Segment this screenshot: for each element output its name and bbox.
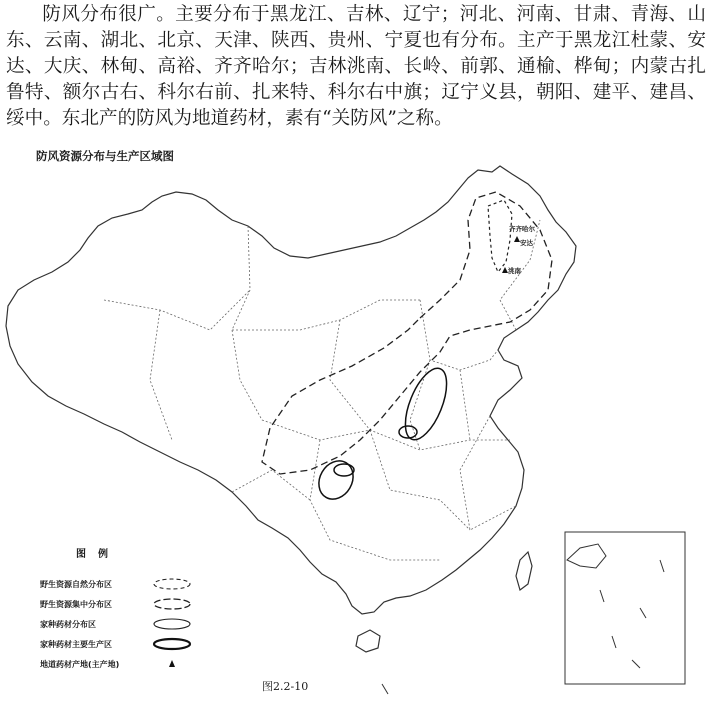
inset-dash xyxy=(640,608,646,618)
province-border xyxy=(262,420,510,450)
inset-dash xyxy=(612,636,616,648)
province-border xyxy=(370,430,470,530)
legend-item-wild-concentrated xyxy=(40,597,112,611)
legend-item-cultivated xyxy=(40,617,96,631)
hainan-island xyxy=(356,630,380,652)
wild-concentrated-outline xyxy=(488,200,512,272)
legend-swatch-dashed xyxy=(152,577,192,591)
legend-swatch-solid xyxy=(152,617,192,631)
legend-label: 野生资源自然分布区 xyxy=(40,579,112,589)
province-border xyxy=(330,320,370,430)
province-border xyxy=(232,470,310,500)
cultivated-areas xyxy=(312,363,455,506)
cultivated-area-hebei xyxy=(397,363,455,445)
cultivated-area-gansu xyxy=(312,455,360,506)
place-label-anda: 安达 xyxy=(520,239,533,247)
figure-caption: 图2.2-10 xyxy=(262,680,309,693)
taiwan-island xyxy=(516,552,532,590)
cultivated-area-gansu-core xyxy=(334,464,354,476)
inset-coastline xyxy=(567,544,606,568)
province-border xyxy=(460,416,516,530)
south-sea-inset xyxy=(565,532,685,684)
intro-paragraph xyxy=(6,2,706,132)
legend-item-wild-natural xyxy=(40,577,112,591)
inset-dash xyxy=(632,660,640,668)
place-label-taonan: 洮南 xyxy=(508,267,521,275)
province-border xyxy=(232,226,262,420)
wild-concentrated-range xyxy=(488,200,512,272)
inset-frame xyxy=(565,532,685,684)
place-label-qiqihaer: 齐齐哈尔 xyxy=(509,225,535,233)
legend-title: 图例 xyxy=(76,549,120,560)
province-border xyxy=(310,440,440,560)
legend-swatch-long-dashed xyxy=(152,597,192,611)
province-border xyxy=(460,370,470,440)
legend-swatch-bold xyxy=(152,637,192,651)
inset-dash xyxy=(660,560,664,572)
province-borders xyxy=(104,220,540,560)
province-border xyxy=(104,290,250,330)
china-distribution-map xyxy=(0,150,714,718)
paragraph-text: 防风分布很广。主要分布于黑龙江、吉林、辽宁；河北、河南、甘肃、青海、山东、云南、湖北、北京、天津、陕西、贵州、宁夏也有分布。主产于黑龙江杜蒙、安达、大庆、林甸、高裕、齐齐哈尔；吉林洮南、长岭、前郭、通榆、桦甸；内蒙古扎鲁特、额尔古右、科尔右前、扎来特、科尔右中旗；辽宁义县，朝阳、建平、建昌、绥中。东北产的防风为地道药材，素有“关防风”之称。 xyxy=(6,4,706,129)
legend-item-authentic xyxy=(40,657,119,671)
province-border xyxy=(500,220,540,330)
legend-label: 野生资源集中分布区 xyxy=(40,599,112,609)
legend-label: 家种药材主要生产区 xyxy=(40,639,112,649)
map-title: 防风资源分布与生产区域图 xyxy=(36,149,174,163)
province-border xyxy=(232,300,420,330)
legend-label: 地道药材产地(主产地) xyxy=(40,659,120,669)
legend-item-cultivated-main xyxy=(40,637,112,651)
legend-label: 家种药材分布区 xyxy=(40,619,96,629)
map-mark xyxy=(382,684,388,694)
legend-swatch-triangle xyxy=(152,657,192,671)
province-border xyxy=(150,310,172,440)
inset-dash xyxy=(600,590,604,602)
